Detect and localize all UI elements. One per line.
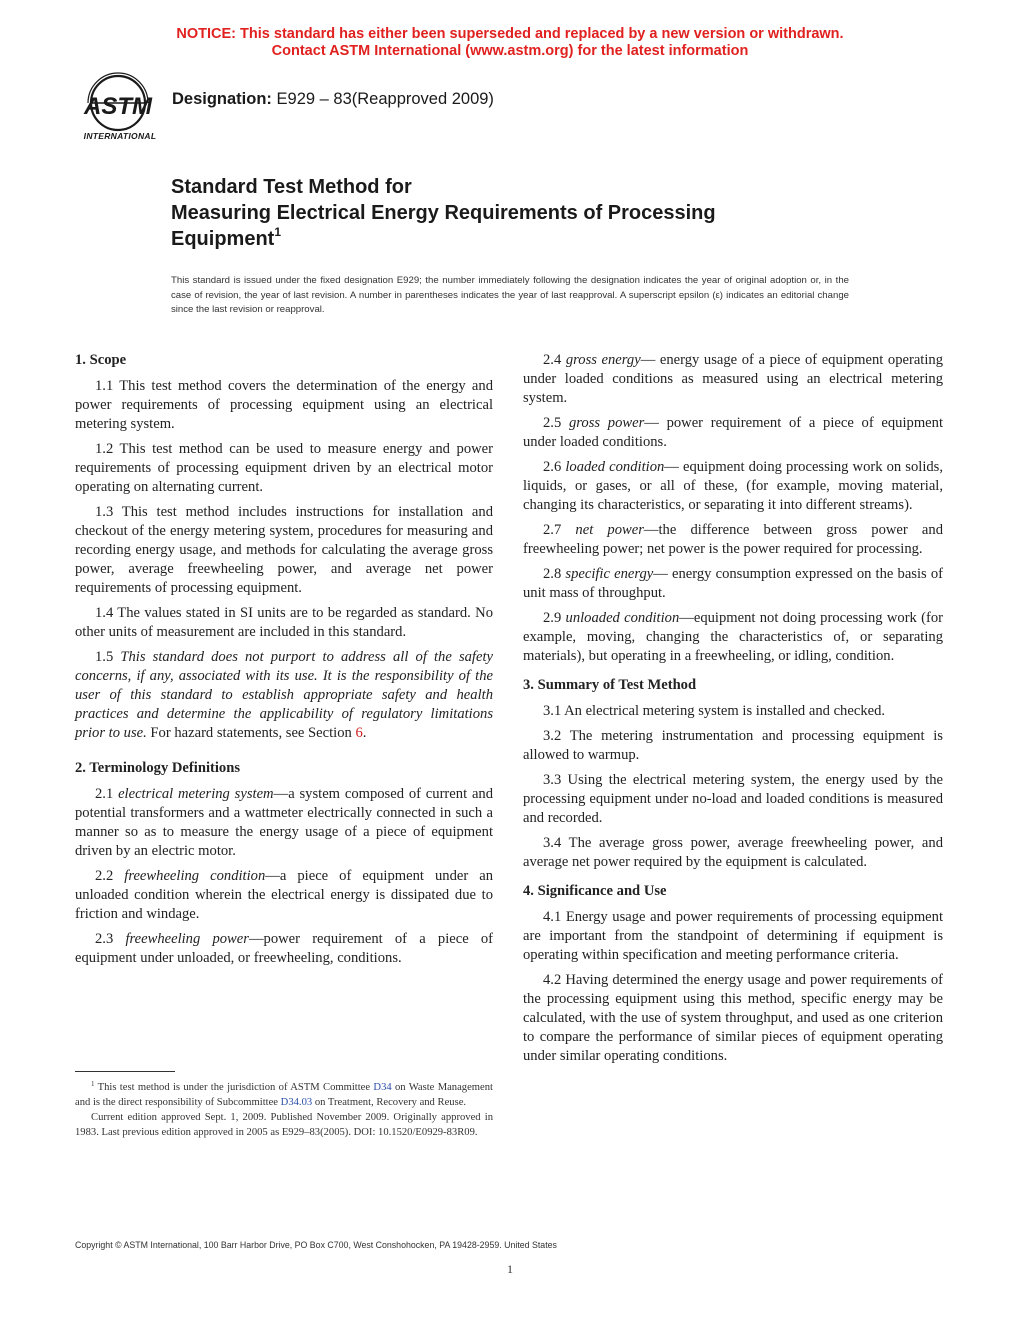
footnote-text-c: on Treatment, Recovery and Reuse. xyxy=(312,1097,467,1108)
notice-banner xyxy=(0,26,1020,60)
def-text: — energy consumption expressed on the basis of unit mass of throughput. xyxy=(523,566,944,601)
def-num: 2.1 xyxy=(95,786,119,802)
section-2-heading: 2. Terminology Definitions xyxy=(75,760,241,776)
para-1-5-end: . xyxy=(362,725,367,741)
definition-2-4 xyxy=(523,351,943,408)
footnote-mark: 1 xyxy=(91,1080,95,1088)
footnote-edition: Current edition approved Sept. 1, 2009. Published November 2009. Originally approved in 1983. Last previous edition approved in 2005 as E929–83(2005). DOI: 10.1520/E0929-83R09. xyxy=(75,1112,493,1138)
def-text: — power requirement of a piece of equipment under loaded conditions. xyxy=(523,415,943,450)
definition-2-9 xyxy=(523,609,943,666)
def-term: gross power xyxy=(568,415,645,431)
preamble: This standard is issued under the fixed designation E929; the number immediately following the designation indicates the year of original adoption or, in the case of revision, the year of last revision. A number in parentheses indicates the year of last reapproval. A superscript epsilon (ε) indicates an editorial change since the last revision or reapproval. xyxy=(171,275,849,316)
left-column xyxy=(75,351,493,974)
definition-2-2 xyxy=(75,867,493,924)
definition-2-8 xyxy=(523,565,943,603)
def-num: 2.2 xyxy=(95,868,125,884)
def-term: loaded condition xyxy=(565,459,665,475)
footnote-1 xyxy=(75,1080,493,1110)
def-num: 2.8 xyxy=(543,566,566,582)
designation xyxy=(172,90,494,109)
def-term: electrical metering system xyxy=(118,786,274,802)
section-6-link[interactable]: 6 xyxy=(355,725,363,741)
para-3-4: 3.4 The average gross power, average freewheeling power, and average net power required by the equipment is calculated. xyxy=(523,835,943,870)
footnote-divider xyxy=(75,1071,175,1072)
para-1-5-tail: For hazard statements, see Section xyxy=(146,725,356,741)
def-num: 2.3 xyxy=(95,931,126,947)
safety-statement: This standard does not purport to address all of the safety concerns, if any, associated with its use. It is the responsibility of the user of this standard to establish appropriate safety and health practices and determine the applicability of regulatory limitations prior to use. xyxy=(75,649,493,741)
para-3-2: 3.2 The metering instrumentation and processing equipment is allowed to warmup. xyxy=(523,728,943,763)
logo-wordmark: INTERNATIONAL xyxy=(83,131,157,141)
footnote-text-b: on Waste Management and is the direct responsibility of Subcommittee xyxy=(75,1082,493,1108)
def-term: freewheeling power xyxy=(125,931,249,947)
def-num: 2.9 xyxy=(543,610,566,626)
definition-2-3 xyxy=(75,930,493,968)
def-term: unloaded condition xyxy=(565,610,680,626)
para-1-5-num: 1.5 xyxy=(95,649,121,665)
notice-line-2: Contact ASTM International (www.astm.org) for the latest information xyxy=(271,43,749,59)
section-3-heading: 3. Summary of Test Method xyxy=(523,677,697,693)
designation-value: E929 – 83(Reapproved 2009) xyxy=(276,90,494,108)
title-line-2: Measuring Electrical Energy Requirements of Processing xyxy=(171,202,716,224)
right-column xyxy=(523,351,943,1072)
title-line-1: Standard Test Method for xyxy=(171,176,412,198)
def-num: 2.7 xyxy=(543,522,576,538)
def-text: —the difference between gross power and freewheeling power; net power is the power required for processing. xyxy=(523,522,944,557)
def-text: —a system composed of current and potential transformers and a wattmeter electrically connected in such a manner so as to measure the energy usage of a piece of equipment driven by an electric motor. xyxy=(75,786,494,859)
logo-letters: ASTM xyxy=(84,93,152,120)
definition-2-6 xyxy=(523,458,943,515)
para-1-3: 1.3 This test method includes instructions for installation and checkout of the energy metering system, procedures for measuring and recording energy usage, and methods for calculating the average gross power, average freewheeling power, and average net power requirements of processing equipment. xyxy=(75,504,493,596)
title-footnote-mark: 1 xyxy=(274,225,282,239)
para-3-1: 3.1 An electrical metering system is installed and checked. xyxy=(543,703,886,719)
def-text: —power requirement of a piece of equipment under unloaded, or freewheeling, conditions. xyxy=(75,931,494,966)
para-4-2: 4.2 Having determined the energy usage and power requirements of the processing equipment using this method, specific energy may be calculated, with the use of system throughput, and used as one criterion to compare the performance of similar pieces of equipment operating under similar operating conditions. xyxy=(523,972,943,1064)
def-text: —a piece of equipment under an unloaded condition wherein the electrical energy is dissipated due to friction and windage. xyxy=(75,868,493,922)
subcommittee-d34-03-link[interactable]: D34.03 xyxy=(280,1097,313,1108)
document-title xyxy=(171,174,931,252)
designation-label: Designation: xyxy=(172,90,272,108)
para-3-3: 3.3 Using the electrical metering system, the energy used by the processing equipment under no-load and loaded conditions is measured and recorded. xyxy=(523,772,943,826)
title-line-3: Equipment xyxy=(171,228,275,250)
para-1-4: 1.4 The values stated in SI units are to be regarded as standard. No other units of measurement are included in this standard. xyxy=(75,605,493,640)
def-num: 2.4 xyxy=(543,352,566,368)
def-term: net power xyxy=(575,522,644,538)
para-1-2: 1.2 This test method can be used to measure energy and power requirements of processing equipment driven by an electrical motor operating on alternating current. xyxy=(75,441,493,495)
def-term: specific energy xyxy=(565,566,654,582)
def-num: 2.5 xyxy=(543,415,569,431)
copyright: Copyright © ASTM International, 100 Barr Harbor Drive, PO Box C700, West Conshohocken, PA 19428-2959. United States xyxy=(75,1240,557,1250)
def-num: 2.6 xyxy=(543,459,566,475)
def-term: freewheeling condition xyxy=(124,868,266,884)
section-4-heading: 4. Significance and Use xyxy=(523,883,667,899)
notice-line-1: NOTICE: This standard has either been superseded and replaced by a new version or withdrawn. xyxy=(176,26,844,42)
para-4-1: 4.1 Energy usage and power requirements of processing equipment are important from the standpoint of determining if equipment is operating within specification and meeting performance criteria. xyxy=(523,909,943,963)
def-text: — equipment doing processing work on solids, liquids, or gases, or all of these, (for example, moving material, changing its characteristics, or separating it into different streams). xyxy=(523,459,944,513)
def-term: gross energy xyxy=(565,352,641,368)
def-text: —equipment not doing processing work (for example, moving, changing the characteristics of, or separating materials), but operating in a freewheeling, or idling, condition. xyxy=(523,610,944,664)
footnote-text-a: This test method is under the jurisdiction of ASTM Committee xyxy=(94,1082,374,1093)
section-1-heading: 1. Scope xyxy=(75,352,127,368)
definition-2-1 xyxy=(75,785,493,861)
page-number: 1 xyxy=(507,1262,513,1276)
definition-2-5 xyxy=(523,414,943,452)
footnote xyxy=(75,1080,493,1140)
committee-d34-link[interactable]: D34 xyxy=(373,1082,392,1093)
para-1-5 xyxy=(75,648,493,743)
para-1-1: 1.1 This test method covers the determination of the energy and power requirements of processing equipment using an electrical metering system. xyxy=(75,378,493,432)
def-text: — energy usage of a piece of equipment operating under loaded conditions as measured using an electrical metering system. xyxy=(523,352,944,406)
definition-2-7 xyxy=(523,521,943,559)
